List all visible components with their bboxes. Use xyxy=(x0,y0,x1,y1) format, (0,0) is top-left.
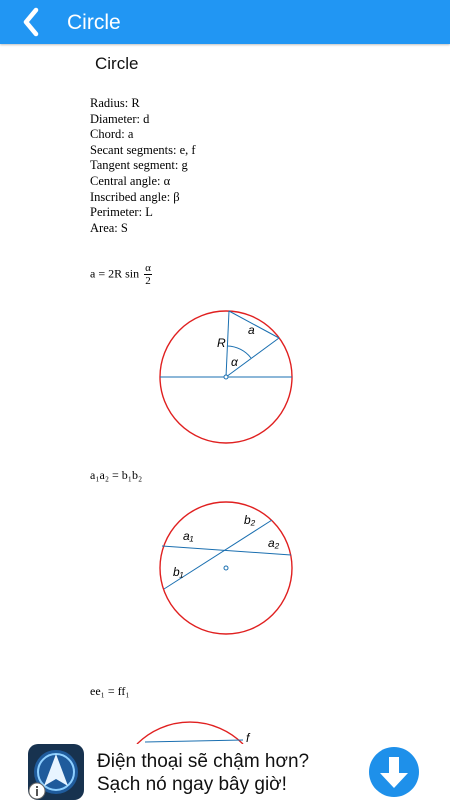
chord-formula-lhs: a = 2R sin xyxy=(90,266,140,281)
info-icon[interactable] xyxy=(28,782,46,800)
secant-formula: ee₁ = ff₁ xyxy=(90,684,130,698)
app-bar xyxy=(0,0,450,44)
radius-line xyxy=(226,311,229,377)
intersecting-chords-formula: a₁a₂ = b₁b₂ xyxy=(90,468,143,482)
secant-line xyxy=(145,740,243,742)
ad-line-2: Sạch nó ngay bây giờ! xyxy=(97,774,287,795)
content-area xyxy=(0,44,450,744)
label-a: a xyxy=(248,323,255,337)
label-b2: b₂ xyxy=(244,513,256,527)
definition-item: Perimeter: L xyxy=(90,205,153,220)
definitions-list xyxy=(90,96,196,236)
app-bar-title: Circle xyxy=(67,11,121,34)
definition-item: Radius: R xyxy=(90,96,140,110)
secant-diagram xyxy=(125,714,285,744)
page-title: Circle xyxy=(95,54,139,73)
back-arrow-icon[interactable] xyxy=(18,7,46,37)
fraction-denominator: 2 xyxy=(145,275,151,287)
label-a1: a₁ xyxy=(183,529,194,543)
definition-item: Central angle: α xyxy=(90,173,171,188)
label-a2: a₂ xyxy=(268,536,280,550)
label-alpha: α xyxy=(231,355,238,369)
definition-item: Secant segments: e, f xyxy=(90,142,196,157)
ad-text[interactable] xyxy=(97,750,309,796)
fraction xyxy=(144,262,152,287)
label-f: f xyxy=(246,731,250,744)
definition-item: Diameter: d xyxy=(90,111,150,126)
label-r: R xyxy=(217,336,226,350)
center-point xyxy=(224,566,228,570)
label-b1: b₁ xyxy=(173,565,184,579)
chord-diagram xyxy=(155,306,300,451)
definition-item: Inscribed angle: β xyxy=(90,189,180,204)
ad-line-1: Điện thoại sẽ chậm hơn? xyxy=(97,751,310,772)
definition-item: Area: S xyxy=(90,220,128,235)
download-arrow-icon[interactable] xyxy=(368,746,420,798)
intersecting-chords-diagram xyxy=(155,498,300,643)
definition-item: Tangent segment: g xyxy=(90,158,188,173)
center-point xyxy=(224,375,228,379)
ad-banner[interactable] xyxy=(0,744,450,800)
definition-item: Chord: a xyxy=(90,127,134,142)
fraction-numerator: α xyxy=(145,262,151,274)
chord-formula xyxy=(90,262,152,287)
